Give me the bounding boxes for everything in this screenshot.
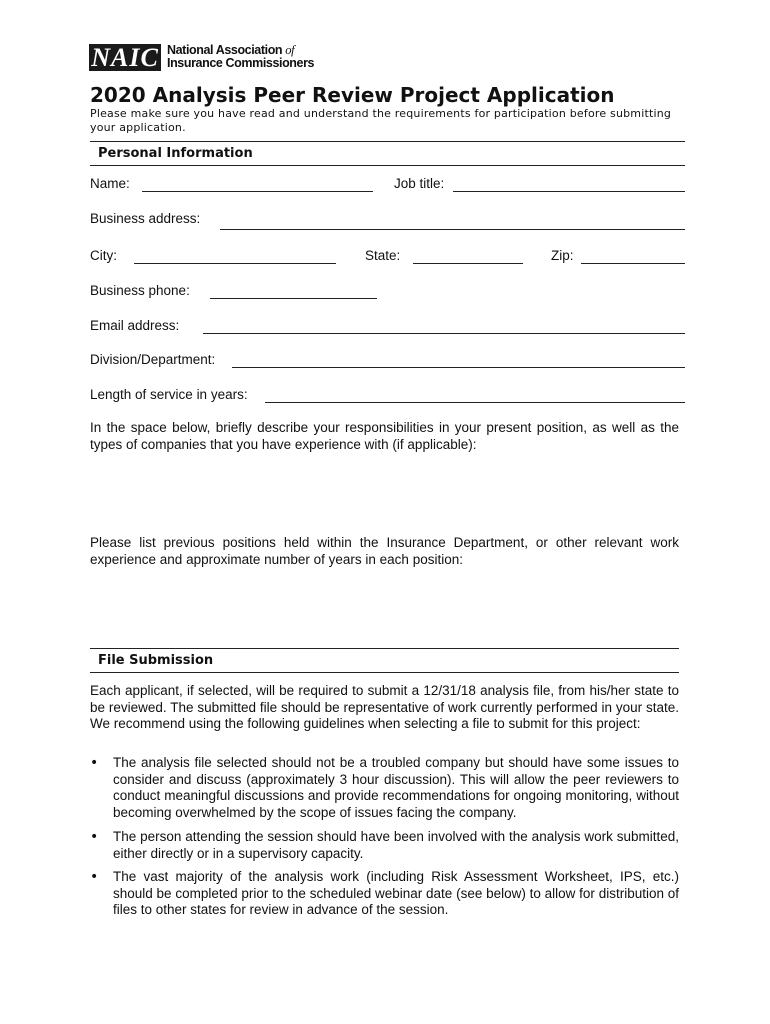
guideline-item: The person attending the session should have been involved with the analysis work submitted, either directly or in a supervisory capacity. [113, 829, 679, 861]
previous-positions-textarea[interactable] [90, 572, 683, 640]
page-subtitle: Please make sure you have read and understand the requirements for participation before submitting your application. [90, 107, 672, 134]
previous-positions-prompt: Please list previous positions held within the Insurance Department, or other relevant work experience and approximate number of years in each position: [90, 535, 679, 567]
file-section-divider-bottom [90, 672, 679, 673]
state-field[interactable] [413, 249, 523, 264]
state-label: State: [365, 248, 401, 263]
name-field[interactable] [142, 177, 373, 192]
length-of-service-field[interactable] [265, 388, 685, 403]
page-title: 2020 Analysis Peer Review Project Application [90, 83, 615, 107]
city-label: City: [90, 248, 117, 263]
zip-field[interactable] [581, 249, 685, 264]
job-title-field[interactable] [453, 177, 685, 192]
responsibilities-prompt: In the space below, briefly describe your responsibilities in your present position, as well as the types of companies that you have experience with (if applicable): [90, 420, 679, 452]
division-label: Division/Department: [90, 352, 216, 367]
email-label: Email address: [90, 318, 180, 333]
email-field[interactable] [203, 319, 685, 334]
business-address-label: Business address: [90, 211, 201, 226]
bullet-marker: • [90, 829, 99, 845]
job-title-label: Job title: [394, 176, 445, 191]
zip-label: Zip: [551, 248, 574, 263]
organization-name-of: of [285, 43, 295, 57]
personal-info-heading: Personal Information [98, 146, 253, 161]
business-address-field[interactable] [220, 215, 685, 230]
business-phone-field[interactable] [210, 284, 377, 299]
naic-logo: NAIC [89, 44, 161, 71]
city-field[interactable] [134, 249, 336, 264]
bullet-marker: • [90, 755, 99, 771]
guideline-item: The analysis file selected should not be a troubled company but should have some issues to consider and discuss (approximately 3 hour discussion). This will allow the peer reviewers to conduct meaningful discussions and provide recommendations for ongoing monitoring, without becoming overwhelmed by the scope of issues facing the company. [113, 755, 679, 820]
organization-name [167, 44, 314, 70]
responsibilities-textarea[interactable] [90, 458, 683, 532]
division-field[interactable] [232, 353, 685, 368]
organization-name-line2: Insurance Commissioners [167, 56, 315, 70]
length-of-service-label: Length of service in years: [90, 387, 248, 402]
file-submission-intro: Each applicant, if selected, will be required to submit a 12/31/18 analysis file, from his/her state to be reviewed. The submitted file should be representative of work currently performed in your state. We recommend using the following guidelines when selecting a file to submit for this project: [90, 683, 679, 731]
bullet-marker: • [90, 869, 99, 885]
file-section-divider-top [90, 648, 679, 649]
name-label: Name: [90, 176, 130, 191]
file-submission-heading: File Submission [98, 653, 214, 668]
guideline-item: The vast majority of the analysis work (including Risk Assessment Worksheet, IPS, etc.) should be completed prior to the scheduled webinar date (see below) to allow for distribution of files to other states for review in advance of the session. [113, 869, 679, 917]
business-phone-label: Business phone: [90, 283, 190, 298]
section-divider-bottom [90, 165, 685, 166]
section-divider-top [90, 141, 685, 142]
organization-name-line1: National Association [167, 43, 283, 57]
